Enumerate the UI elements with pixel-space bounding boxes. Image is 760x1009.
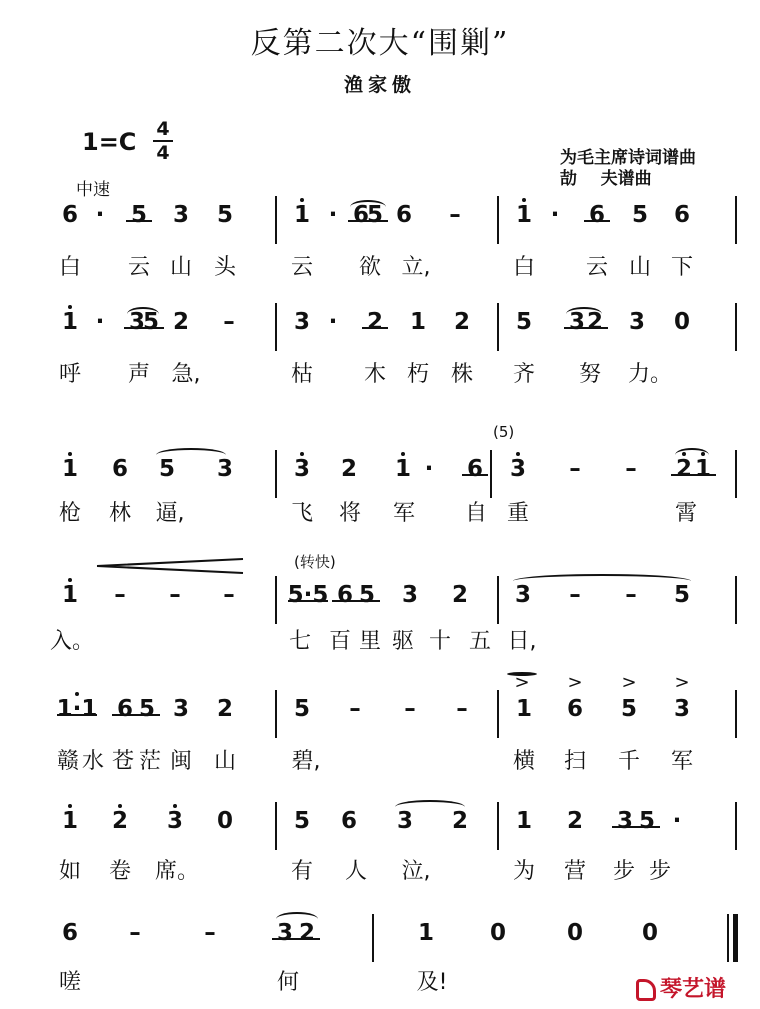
note: 5	[124, 202, 154, 228]
note: 5·5	[287, 582, 329, 608]
barline	[275, 576, 277, 624]
lyric: 驱	[391, 629, 414, 654]
note: 1	[55, 309, 85, 335]
lyric: 扫	[563, 749, 586, 774]
note: 3	[122, 309, 152, 335]
note: 6	[61, 920, 78, 946]
barline	[735, 303, 737, 351]
note: 0	[641, 920, 658, 946]
note: 2	[216, 696, 233, 722]
lyric: 努	[578, 362, 601, 387]
lyric: 急,	[171, 362, 201, 387]
note: 1	[55, 456, 85, 482]
note: 2	[669, 456, 699, 482]
barline	[497, 196, 499, 244]
barline	[497, 690, 499, 738]
note: 3	[562, 309, 592, 335]
dash: –	[569, 582, 581, 608]
lyric: 横	[512, 749, 535, 774]
lyric: 卷	[108, 859, 131, 884]
dash: –	[223, 309, 235, 335]
barline	[735, 690, 737, 738]
note: 1	[515, 808, 532, 834]
lyric: 步	[648, 859, 671, 884]
note: 1	[509, 202, 539, 228]
lyric: 茫	[138, 749, 161, 774]
note: 6	[460, 456, 490, 482]
notation-row-7	[0, 914, 760, 966]
note: 5	[216, 202, 233, 228]
tempo-change-mark: (转快)	[294, 553, 336, 571]
qinyipu-logo-icon	[636, 979, 656, 1001]
note: 6	[346, 202, 376, 228]
lyric-row-1	[0, 250, 760, 280]
notation-row-5	[0, 690, 760, 742]
note-dot: ·	[95, 309, 105, 335]
lyric: 日,	[507, 629, 537, 654]
lyric: 何	[276, 970, 299, 995]
lyric: 人	[344, 859, 367, 884]
note: 2	[451, 808, 468, 834]
barline	[497, 576, 499, 624]
barline	[275, 196, 277, 244]
note: 3	[514, 582, 531, 608]
note: 6	[582, 202, 612, 228]
note: 1	[388, 456, 418, 482]
note: 5	[158, 456, 175, 482]
barline	[275, 450, 277, 498]
note: 5	[293, 808, 310, 834]
lyric: 百	[328, 629, 351, 654]
dash: –	[129, 920, 141, 946]
lyric: 营	[563, 859, 586, 884]
lyric: 碧,	[291, 749, 321, 774]
lyric: 霄	[674, 501, 697, 526]
lyric: 步	[612, 859, 635, 884]
notation-row-3	[0, 450, 760, 502]
accented-note: > 6	[560, 696, 590, 722]
barline	[275, 303, 277, 351]
barline	[497, 303, 499, 351]
meter-bottom: 4	[156, 142, 170, 164]
lyric-row-2	[0, 357, 760, 387]
note: 3	[270, 920, 300, 946]
lyric: 呼	[58, 362, 81, 387]
lyric: 入。	[50, 629, 95, 654]
dash: –	[449, 202, 461, 228]
lyric: 株	[450, 362, 473, 387]
note-dot: ·	[672, 808, 682, 834]
accented-note: > 3	[667, 696, 697, 722]
note: 2	[172, 309, 189, 335]
note: 3	[503, 456, 533, 482]
note-dot: ·	[424, 456, 434, 482]
key-signature: 1=C	[82, 128, 137, 156]
note: 3	[628, 309, 645, 335]
notation-row-2	[0, 303, 760, 355]
lyric-row-3	[0, 496, 760, 526]
note: 0	[566, 920, 583, 946]
note: 5	[632, 808, 662, 834]
dash: –	[223, 582, 235, 608]
dash: –	[169, 582, 181, 608]
lyric: 有	[290, 859, 313, 884]
lyric: 林	[108, 501, 131, 526]
meter-top: 4	[156, 118, 170, 140]
accented-note: > 5	[614, 696, 644, 722]
note: 3	[172, 696, 189, 722]
lyric: 朽	[406, 362, 429, 387]
note: 3	[610, 808, 640, 834]
lyric: 席。	[155, 859, 200, 884]
decrescendo-hairpin	[95, 556, 245, 576]
final-barline-thick	[733, 914, 738, 962]
lyric: 声	[127, 362, 150, 387]
note: 3	[401, 582, 418, 608]
dash: –	[625, 456, 637, 482]
note: 6	[61, 202, 78, 228]
lyric: 木	[363, 362, 386, 387]
note: 2	[340, 456, 357, 482]
lyric-row-5	[0, 744, 760, 774]
note: 6	[330, 582, 360, 608]
lyric: 泣,	[401, 859, 431, 884]
score-title: 反第二次大“围剿”	[250, 26, 510, 61]
lyric: 军	[670, 749, 693, 774]
note: 2	[292, 920, 322, 946]
lyric: 云	[127, 255, 150, 280]
lyric: 下	[670, 255, 693, 280]
lyric: 立,	[401, 255, 431, 280]
barline	[275, 802, 277, 850]
barline	[735, 196, 737, 244]
lyric: 逼,	[155, 501, 185, 526]
lyric: 飞	[290, 501, 313, 526]
dash: –	[114, 582, 126, 608]
note-dot: ·	[328, 202, 338, 228]
note: 0	[673, 309, 690, 335]
score-subtitle: 渔家傲	[343, 74, 416, 96]
lyric: 里	[358, 629, 381, 654]
lyric: 闽	[169, 749, 192, 774]
barline	[735, 450, 737, 498]
note: 1·1	[56, 696, 98, 722]
lyric: 七	[288, 629, 311, 654]
note: 5	[293, 696, 310, 722]
note: 6	[111, 456, 128, 482]
note: 1	[55, 582, 85, 608]
lyric: 云	[585, 255, 608, 280]
note: 6	[673, 202, 690, 228]
final-barline-thin	[727, 914, 729, 962]
lyric: 为	[512, 859, 535, 884]
lyric: 重	[506, 501, 529, 526]
note: 1	[409, 309, 426, 335]
lyric: 嗟	[58, 970, 81, 995]
lyric-row-4	[0, 624, 760, 654]
lyric: 欲	[358, 255, 381, 280]
credit-line-1: 为毛主席诗词谱曲	[560, 148, 696, 168]
note: 3	[216, 456, 233, 482]
lyric: 头	[213, 255, 236, 280]
lyric: 赣	[56, 749, 79, 774]
note: 0	[216, 808, 233, 834]
barline	[275, 690, 277, 738]
note: 1	[55, 808, 85, 834]
note: 0	[489, 920, 506, 946]
note: 3	[293, 309, 310, 335]
note: 1	[688, 456, 718, 482]
lyric: 山	[628, 255, 651, 280]
note: 5	[132, 696, 162, 722]
note-dot: ·	[95, 202, 105, 228]
lyric-row-6	[0, 854, 760, 884]
notation-row-6	[0, 802, 760, 854]
lyric: 山	[169, 255, 192, 280]
barline	[735, 576, 737, 624]
barline	[497, 802, 499, 850]
barline	[490, 450, 492, 498]
note: 3	[160, 808, 190, 834]
accented-note: > 1	[509, 696, 539, 722]
notation-row-4	[0, 576, 760, 628]
note: 5	[631, 202, 648, 228]
note: 3	[396, 808, 413, 834]
note: 5	[352, 582, 382, 608]
lyric: 如	[58, 859, 81, 884]
time-signature	[149, 118, 177, 164]
note: 2	[453, 309, 470, 335]
lyric: 枯	[290, 362, 313, 387]
note-dot: ·	[550, 202, 560, 228]
note: 6	[395, 202, 412, 228]
lyric: 自	[464, 501, 487, 526]
note: 5	[136, 309, 166, 335]
dash: –	[625, 582, 637, 608]
note: 2	[105, 808, 135, 834]
logo-text: 琴艺谱	[660, 977, 727, 1002]
note: 2	[451, 582, 468, 608]
note: 1	[417, 920, 434, 946]
variant-note-mark: (5)	[493, 423, 515, 441]
lyric: 白	[58, 255, 81, 280]
note: 6	[340, 808, 357, 834]
lyric: 及!	[416, 970, 448, 995]
lyric: 军	[392, 501, 415, 526]
note: 3	[287, 456, 317, 482]
dash: –	[456, 696, 468, 722]
note: 1	[287, 202, 317, 228]
lyric: 山	[213, 749, 236, 774]
note: 2	[566, 808, 583, 834]
lyric: 齐	[512, 362, 535, 387]
lyric: 五	[468, 629, 491, 654]
dash: –	[204, 920, 216, 946]
note: 6	[110, 696, 140, 722]
lyric: 将	[338, 501, 361, 526]
lyric: 力。	[628, 362, 673, 387]
lyric: 苍	[111, 749, 134, 774]
note: 5	[673, 582, 690, 608]
notation-row-1	[0, 196, 760, 248]
site-logo	[636, 972, 726, 1003]
barline	[735, 802, 737, 850]
lyric: 枪	[58, 501, 81, 526]
tempo-marking: 中速	[76, 180, 110, 200]
lyric: 十	[428, 629, 451, 654]
note: 5	[360, 202, 390, 228]
note: 2	[580, 309, 610, 335]
credit-line-2: 劼 夫谱曲	[560, 169, 652, 189]
tie	[513, 574, 691, 588]
dash: –	[404, 696, 416, 722]
lyric: 水	[81, 749, 104, 774]
barline	[372, 914, 374, 962]
dash: –	[349, 696, 361, 722]
note: 3	[172, 202, 189, 228]
lyric: 云	[290, 255, 313, 280]
lyric: 白	[512, 255, 535, 280]
note-dot: ·	[328, 309, 338, 335]
note: 2	[360, 309, 390, 335]
dash: –	[569, 456, 581, 482]
note: 5	[515, 309, 532, 335]
lyric: 千	[617, 749, 640, 774]
